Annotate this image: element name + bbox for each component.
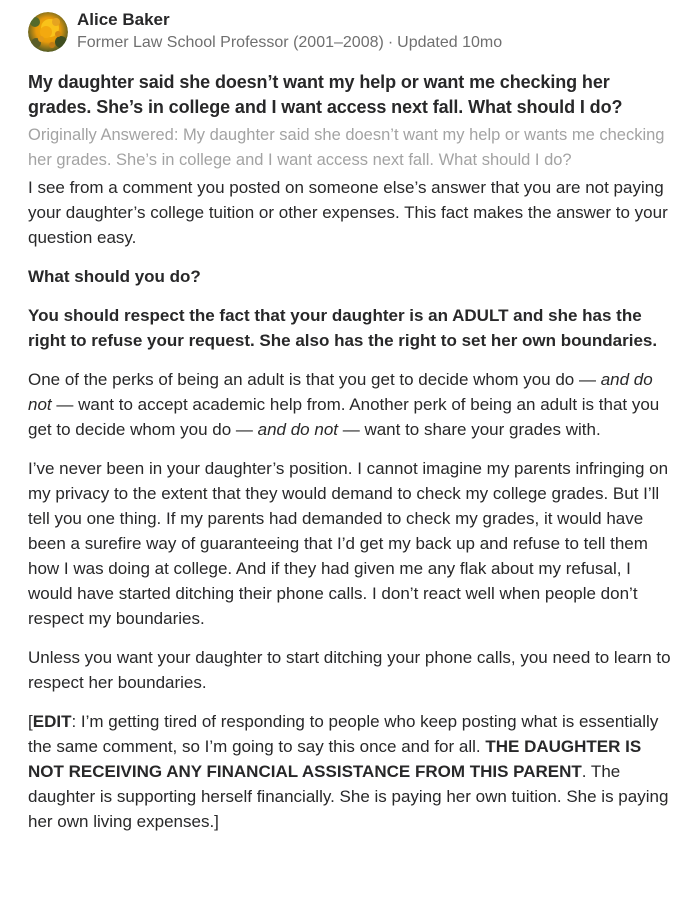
separator-dot: · <box>387 33 394 51</box>
updated-timestamp[interactable]: Updated 10mo <box>397 33 503 51</box>
answer-heading: What should you do? <box>28 267 201 286</box>
flower-avatar-icon <box>28 12 68 52</box>
answer-paragraph-5: Unless you want your daughter to start ditching your phone calls, you need to learn to respect her boundaries. <box>28 648 671 692</box>
question-title[interactable]: My daughter said she doesn’t want my help or want me checking her grades. She’s in college and I want access next fall. What should I do? <box>28 72 623 117</box>
p3-text-1: One of the perks of being an adult is that you get to decide whom you do — <box>28 370 601 389</box>
answer-paragraph-4: I’ve never been in your daughter’s position. I cannot imagine my parents infringing on my privacy to the extent that they would demand to check my college grades. But I’ll tell you one thing. If my parents had demanded to check my grades, it would have been a surefire way of guaranteeing that I’d get my back up and refuse to tell them how I was doing at college. And if they had given me any flak about my refusal, I would have started ditching their phone calls. I don’t react well when people don’t respect my boundaries. <box>28 459 669 628</box>
author-credential-line <box>77 32 502 54</box>
p6-text-2: . The daughter is supporting herself financially. She is paying her own tuition. She is paying her own living expenses.] <box>28 762 669 831</box>
p3-italic-2: and do not <box>257 420 338 439</box>
answer-paragraph-6-edit <box>28 709 674 834</box>
p6-edit-label: EDIT <box>32 712 72 731</box>
originally-answered[interactable]: Originally Answered: My daughter said she doesn’t want my help or wants me checking her grades. She’s in college and I want access next fall. What should I do? <box>28 126 665 169</box>
p3-text-3: — want to share your grades with. <box>338 420 601 439</box>
answer-body <box>28 175 674 834</box>
avatar[interactable] <box>28 12 68 52</box>
p6-open-bracket: [ <box>28 712 33 731</box>
author-name[interactable]: Alice Baker <box>77 9 170 29</box>
p3-text-2: — want to accept academic help from. Another perk of being an adult is that you get to decide whom you do — <box>28 395 660 439</box>
author-header <box>28 0 674 66</box>
p6-text-1: : I’m getting tired of responding to people who keep posting what is essentially the same comment, so I’m going to say this once and for all. <box>28 712 659 756</box>
p6-bold-statement: THE DAUGHTER IS NOT RECEIVING ANY FINANCIAL ASSISTANCE FROM THIS PARENT <box>28 737 642 781</box>
answer-paragraph-3 <box>28 367 674 442</box>
answer-paragraph-1: I see from a comment you posted on someone else’s answer that you are not paying your daughter’s college tuition or other expenses. This fact makes the answer to your question easy. <box>28 178 668 247</box>
answer-paragraph-2: You should respect the fact that your daughter is an ADULT and she has the right to refuse your request. She also has the right to set her own boundaries. <box>28 306 658 350</box>
p3-italic-1: and do not <box>28 370 653 414</box>
author-credential[interactable]: Former Law School Professor (2001–2008) <box>77 33 384 51</box>
